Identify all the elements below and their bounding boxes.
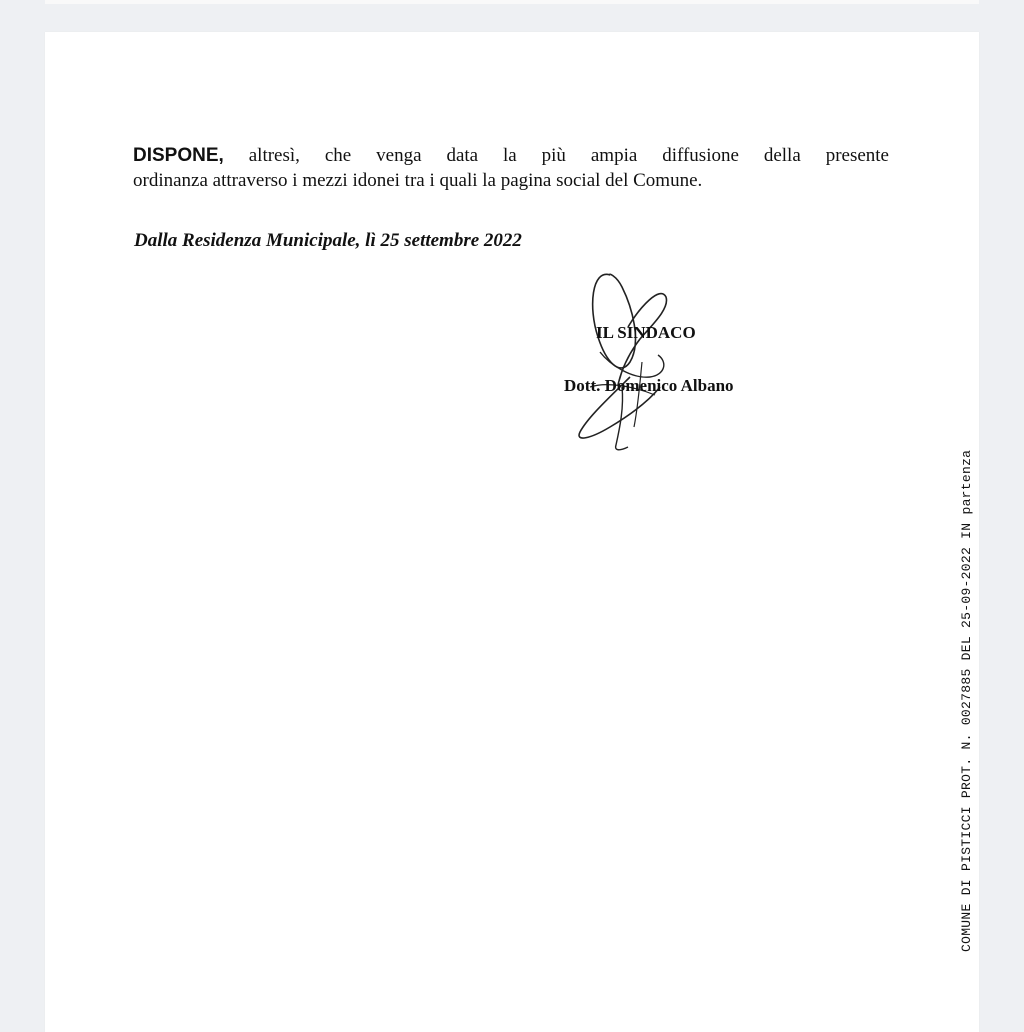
signatory-title: IL SINDACO xyxy=(596,323,696,342)
dispone-paragraph xyxy=(133,143,889,193)
paragraph-line-2: ordinanza attraverso i mezzi idonei tra i quali la pagina social del Comune. xyxy=(133,170,703,191)
place-date-line: Dalla Residenza Municipale, lì 25 settembre 2022 xyxy=(134,230,522,251)
previous-page-edge xyxy=(45,0,979,4)
signature-block xyxy=(550,267,770,457)
paragraph-line-1 xyxy=(133,143,889,168)
handwritten-signature-icon xyxy=(570,267,680,452)
dispone-keyword: DISPONE, xyxy=(133,145,224,166)
paragraph-line-1-text: altresì, che venga data la più ampia diffusione della presente xyxy=(223,145,889,166)
signatory-name: Dott. Domenico Albano xyxy=(564,376,734,395)
document-page xyxy=(45,32,979,1032)
protocol-stamp: COMUNE DI PISTICCI PROT. N. 0027885 DEL 25-09-2022 IN partenza xyxy=(959,449,974,952)
